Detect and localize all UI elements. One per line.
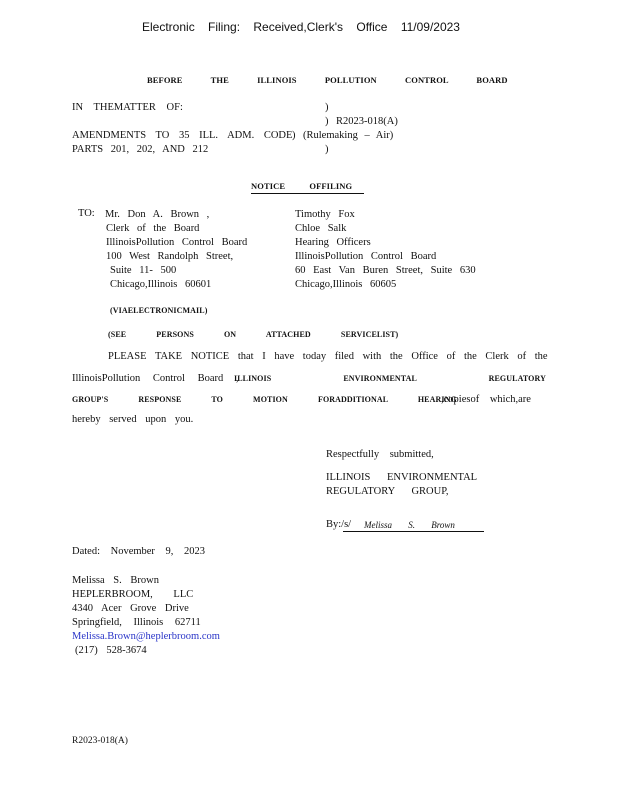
recipient-left-line: Clerk of the Board (106, 223, 200, 234)
street-address: 4340 Acer Grove Drive (72, 603, 189, 614)
notice-title-underline (251, 193, 364, 194)
body-line-3a: GROUP'S RESPONSE TO MOTION FORADDITIONAL HEARING (72, 395, 457, 404)
body-line-3b: ,copiesof which,are (441, 394, 531, 405)
board-heading: BEFORE THE ILLINOIS POLLUTION CONTROL BOARD (147, 75, 508, 85)
city-state-zip: Springfield, Illinois 62711 (72, 617, 201, 628)
recipient-left-line: IllinoisPollution Control Board (106, 237, 248, 248)
caption-parts: PARTS 201, 202, AND 212 (72, 144, 209, 155)
org-line-2: REGULATORY GROUP, (326, 486, 449, 497)
body-line-2b: ILLINOIS ENVIRONMENTAL REGULATORY (234, 374, 546, 383)
rulemaking-label: (Rulemaking – Air) (303, 130, 394, 141)
recipient-left-line: 100 West Randolph Street, (106, 251, 234, 262)
body-line-4: hereby served upon you. (72, 414, 194, 425)
org-line-1: ILLINOIS ENVIRONMENTAL (326, 472, 478, 483)
caption-bracket-3: ) (292, 130, 296, 141)
recipients-right (295, 208, 476, 292)
by-label: By:/s/ (326, 519, 352, 530)
signature-line (343, 531, 484, 532)
recipient-right-line: Chloe Salk (295, 223, 347, 234)
dated-line: Dated: November 9, 2023 (72, 546, 206, 557)
caption-bracket-4: ) (325, 144, 329, 155)
caption-bracket-1: ) (325, 102, 329, 113)
recipients-left (106, 208, 247, 292)
body-line-1: PLEASE TAKE NOTICE that I have today filed with the Office of the Clerk of the (108, 351, 548, 362)
footer-case-number: R2023-018(A) (72, 736, 128, 746)
recipient-left-line: Mr. Don A. Brown , (105, 209, 210, 220)
notice-title: NOTICE OFFILING (251, 181, 353, 191)
recipient-right-line: Timothy Fox (295, 209, 355, 220)
case-number: R2023-018(A) (336, 116, 398, 127)
body-line-2a: IllinoisPollution Control Board , (72, 373, 239, 384)
see-service-list: (SEE PERSONS ON ATTACHED SERVICELIST) (108, 330, 399, 339)
recipient-left-line: Chicago,Illinois 60601 (110, 279, 212, 290)
email-link[interactable]: Melissa.Brown@heplerbroom.com (72, 631, 220, 642)
firm-name: HEPLERBROOM, LLC (72, 589, 194, 600)
signature-block (72, 574, 220, 658)
signature: Melissa S. Brown (364, 520, 455, 530)
attorney-name: Melissa S. Brown (72, 575, 159, 586)
phone-number: (217) 528-3674 (75, 645, 147, 656)
recipient-left-line: Suite 11- 500 (110, 265, 177, 276)
recipient-right-line: Hearing Officers (295, 237, 371, 248)
caption-bracket-2: ) (325, 116, 329, 127)
caption-amendments: AMENDMENTS TO 35 ILL. ADM. CODE (72, 130, 293, 141)
recipient-right-line: 60 East Van Buren Street, Suite 630 (295, 265, 476, 276)
via-email-note: (VIAELECTRONICMAIL) (110, 306, 208, 315)
recipient-right-line: Chicago,Illinois 60605 (295, 279, 397, 290)
to-label: TO: (78, 208, 95, 219)
recipient-right-line: IllinoisPollution Control Board (295, 251, 437, 262)
caption-in-the-matter: IN THEMATTER OF: (72, 102, 183, 113)
filing-stamp: Electronic Filing: Received,Clerk's Office 11/09/2023 (142, 20, 460, 34)
respectfully-submitted: Respectfully submitted, (326, 449, 434, 460)
